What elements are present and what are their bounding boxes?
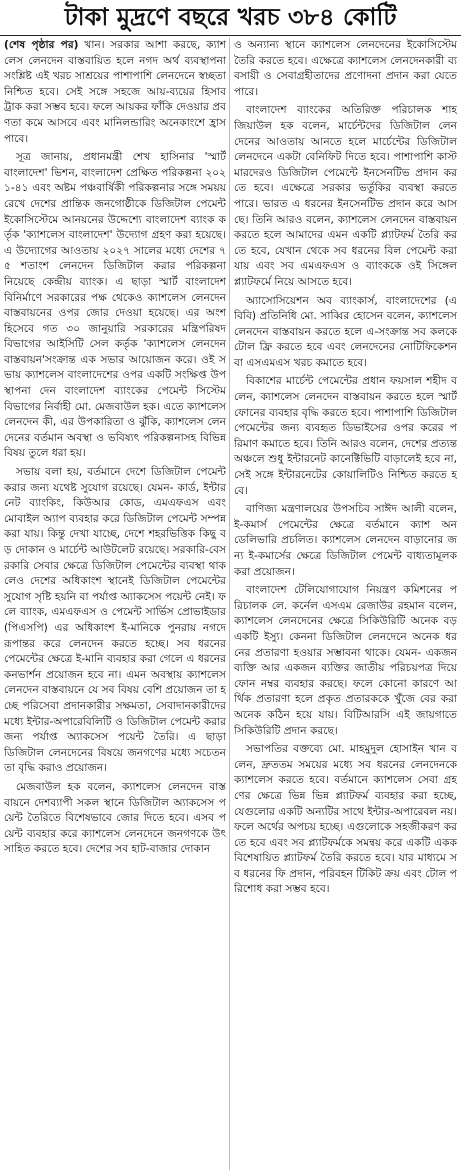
article-paragraph <box>4 38 226 147</box>
column-divider <box>229 38 230 1170</box>
article-paragraph: অ্যাসোসিয়েশন অব ব্যাংকার্স, বাংলাদেশের (এবিবি) প্রতিনিধি মো. সাব্বির হোসেন বলেন, ক্যাশলেস লেনদেন বাস্তবায়ন করতে হলে এ-সংক্রান্ত সব কলকে টোল ফ্রি করতে হবে এবং লেনদেনের নোটিফিকেশন বা এসএমএস খরচ কমাতে হবে। <box>234 294 457 369</box>
headline-rule <box>0 35 461 36</box>
article-paragraph: বাণিজ্য মন্ত্রণালয়ের উপসচিব সাঈদ আলী বলেন, ই-কমার্স পেমেন্টের ক্ষেত্রে বর্তমানে ক্যাশ অন ডেলিভারি প্রচলিত। ক্যাশলেস লেনদেন বাড়ানোর জন্য ই-কমার্সের ক্ষেত্রে ডিজিটাল পেমেন্ট বাধ্যতামূলক করা প্রয়োজন। <box>234 503 457 578</box>
article-paragraph: মেজবাউল হক বলেন, ক্যাশলেস লেনদেন বাস্তবায়নে দেশব্যাপী সকল স্থানে ডিজিটাল অ্যাকসেস পয়েন্ট তৈরিতে বিশেষভাবে জোর দিতে হবে। এসব পয়েন্ট ব্যবহার করে ক্যাশলেস লেনদেনে জনগণকে উৎসাহিত করতে হবে। দেশের সব হাট-বাজার দোকান <box>4 780 226 856</box>
article-paragraph: বাংলাদেশ ব্যাংকের অতিরিক্ত পরিচালক শাহ জিয়াউল হক বলেন, মার্চেন্টদের ডিজিটাল লেনদেনের আওতায় আনতে হলে মার্চেন্টের ডিজিটাল লেনদেনে একটা বেনিফিট দিতে হবে। পাশাপাশি কাস্টমারদেরও ডিজিটাল পেমেন্টে ইনসেনটিভ প্রদান করতে হবে। এক্ষেত্রে সরকার ভর্তুকির ব্যবস্থা করতে পারে। ভারত এ ধরনের ইনসেনটিভ প্রদান করে আসছে। তিনি আরও বলেন, ক্যাশলেস লেনদেন বাস্তবায়ন করতে হলে আমাদের এমন একটি প্ল্যাটফর্ম তৈরি করতে হবে, যেখান থেকে সব ধরনের বিল পেমেন্ট করা যায় এবং সব এমএফএস ও ব্যাংককে ওই সিঙ্গেল প্ল্যাটফর্মে নিয়ে আসতে হবে। <box>234 104 457 288</box>
article-paragraph: বাংলাদেশ টেলিযোগাযোগ নিয়ন্ত্রণ কমিশনের পরিচালক লে. কর্নেল এসএম রেজাউর রহমান বলেন, ক্যাশলেস লেনদেনের ক্ষেত্রে সিকিউরিটি অনেক বড় একটি ইস্যু। কেননা ডিজিটাল লেনদেনে অনেক ধরনের প্রতারণা হওয়ার সম্ভাবনা থাকে। যেমন- একজন ব্যক্তি আর একজন ব্যক্তির জাতীয় পরিচয়পত্র দিয়ে ফোন নম্বর ব্যবহার করছে। ফলে কোনো কারণে আর্থিক প্রতারণা হলে প্রকৃত প্রতারককে খুঁজে বের করা অনেক কঠিন হয়ে যায়। বিটিআরসি এই জায়গাতে সিকিউরিটি প্রদান করছে। <box>234 584 457 737</box>
paragraph-text: খান। সরকার আশা করছে, ক্যাশলেস লেনদেন বাস্তবায়িত হলে নগদ অর্থ ব্যবস্থাপনা সংশ্লিষ্ট এই খরচ সাশ্রয়ের পাশাপাশি লেনদেনে স্বচ্ছতা নিশ্চিত হবে। সেই সঙ্গে সহজে আয়-ব্যয়ের হিসাব ট্রাক করা সম্ভব হবে। ফলে আয়কর ফাঁকি দেওয়ার প্রবণতা কমে আসবে এবং মানিলন্ডারিং অনেকাংশে হ্রাস পাবে। <box>4 39 226 145</box>
article-paragraph: সভায় বলা হয়, বর্তমানে দেশে ডিজিটাল পেমেন্ট করার জন্য যথেষ্ট সুযোগ রয়েছে। যেমন- কার্ড, ইন্টারনেট ব্যাংকিং, কিউআর কোড, এমএফএস এবং মোবাইল অ্যাপ ব্যবহার করে ডিজিটাল পেমেন্ট সম্পন্ন করা যায়। কিন্তু দেখা যাচ্ছে, দেশে শহরভিত্তিক কিছু বড় দোকান ও মার্চেন্ট আউটলেট রয়েছে। সরকারি-বেসরকারি সেবার ক্ষেত্রে ডিজিটাল পেমেন্টের ব্যবস্থা থাকলেও দেশের অধিকাংশ স্থানেই ডিজিটাল পেমেন্টের সুযোগ সৃষ্টি হয়নি বা পর্যাপ্ত অ্যাকসেস পয়েন্ট নেই। ফলে ব্যাংক, এমএফএস ও পেমেন্ট সার্ভিস প্রোভাইডার (পিএসপি) এর অধিকাংশ ই-মানিকে পুনরায় নগদে রূপান্তর করে লেনদেন করতে হচ্ছে। সব ধরনের পেমেন্টের ক্ষেত্রে ই-মানি ব্যবহার করা গেলে এ ধরনের কনভার্শন প্রয়োজন হবে না। এমন অবস্থায় ক্যাশলেস লেনদেন বাস্তবায়নে যে সব বিষয় বেশি প্রয়োজন তা হচ্ছে পরিসেবা প্রদানকারীর সক্ষমতা, সেবাদানকারীদের মধ্যে ইন্টার-অপারেবিলিটি ও ডিজিটাল পেমেন্ট করার জন্য পর্যাপ্ত অ্যাকসেস পয়েন্ট তৈরি। এ ছাড়া ডিজিটাল লেনদেনের বিষয়ে জনগণের মধ্যে সচেতনতা বৃদ্ধি করাও প্রয়োজন। <box>4 466 226 775</box>
article-paragraph: সূত্র জানায়, প্রধানমন্ত্রী শেখ হাসিনার 'স্মার্ট বাংলাদেশ' ভিশন, বাংলাদেশ প্রেক্ষিত পরিকল্পনা ২০২১-৪১ এবং অষ্টম পঞ্চবার্ষিকী পরিকল্পনার সঙ্গে সময়য় রেখে দেশের প্রান্তিক জনগোষ্ঠীকে ডিজিটাল পেমেন্ট ইকোসিস্টেমে আনয়নের উদ্দেশ্যে বাংলাদেশ ব্যাংক কর্তৃক 'ক্যাশলেস বাংলাদেশ' উদ্যোগ গ্রহণ করা হয়েছে। এ উদ্যোগের আওতায় ২০২৭ সালের মধ্যে দেশের ৭৫ শতাংশ লেনদেন ডিজিটাল করার পরিকল্পনা নিয়েছে কেন্দ্রীয় ব্যাংক। এ ছাড়া স্মার্ট বাংলাদেশ বিনির্মাণে সরকারের পক্ষ থেকেও ক্যাশলেস লেনদেন বাস্তবায়নের ওপর জোর দেওয়া হয়েছে। এর অংশ হিসেবে গত ৩০ জানুয়ারি সরকারের মন্ত্রিপরিষদ বিভাগের আইসিটি সেল কর্তৃক 'ক্যাশলেস লেনদেন বাস্তবায়ন'সংক্রান্ত এক সভার আয়োজন করে। ওই সভায় ক্যাশলেস বাংলাদেশের ওপর একটি সংক্ষিপ্ত উপস্থাপনা দেন বাংলাদেশ ব্যাংকের পেমেন্ট সিস্টেম বিভাগের নির্বাহী মো. মেজবাউল হক। এতে ক্যাশলেস লেনদেন কী, এর উপকারিতা ও ঝুঁকি, ক্যাশলেস লেনদেনের বর্তমান অবস্থা ও ভবিষ্যৎ পরিকল্পনাসহ বিভিন্ন বিষয় তুলে ধরা হয়। <box>4 151 226 460</box>
article-paragraph: বিকাশের মার্চেন্ট পেমেন্টের প্রধান ফয়সাল শহীদ বলেন, ক্যাশলেস লেনদেন বাস্তবায়ন করতে হলে স্মার্ট ফোনের ব্যবহার বৃদ্ধি করতে হবে। পাশাপাশি ডিজিটাল পেমেন্টের জন্য ব্যবহৃত ডিভাইসের ওপর করের পরিমাণ কমাতে হবে। তিনি আরও বলেন, দেশের প্রত্যন্ত অঞ্চলে শুধু ইন্টারনেট কানেক্টিভিটি বাড়ালেই হবে না, সেই সঙ্গে ইন্টারনেটের কোয়ালিটিও নিশ্চিত করতে হবে। <box>234 375 457 497</box>
continued-from-label: (শেষ পৃষ্ঠার পর) <box>4 39 79 51</box>
article-column-left <box>4 38 226 1170</box>
headline: টাকা মুদ্রণে বছরে খরচ ৩৮৪ কোটি <box>64 3 397 31</box>
article-column-right <box>234 38 457 1170</box>
article-paragraph: ও অন্যান্য স্থানে ক্যাশলেস লেনদেনের ইকোসিস্টেম তৈরি করতে হবে। এক্ষেত্রে ক্যাশলেস লেনদেনকারী ব্যবসায়ী ও সেবাগ্রহীতাদের প্রণোদনা প্রদান করা যেতে পারে। <box>234 39 457 98</box>
article-paragraph: সভাপতির বক্তব্যে মো. মাহমুদুল হোসাইন খান বলেন, দ্রুততম সময়ের মধ্যে সব ধরনের লেনদেনকে ক্যাশলেস করতে হবে। বর্তমানে ক্যাশলেস সেবা গ্রহণের ক্ষেত্রে ভিন্ন ভিন্ন প্ল্যাটফর্ম ব্যবহার করা হচ্ছে, যেগুলোর একটি অন্যটির সাথে ইন্টার-অপারেবল নয়। ফলে অর্থের অপচয় হচ্ছে। এগুলোকে সহজীকরণ করতে হবে এবং সব প্ল্যাটফর্মকে সমন্বয় করে একটি একক বিশেষায়িত প্ল্যাটফর্ম তৈরি করতে হবে। যার মাধ্যমে সব ধরনের ফি প্রদান, পরিবহন টিকিট ক্রয় এবং টোল পরিশোধ করা সম্ভব হবে। <box>234 743 457 896</box>
